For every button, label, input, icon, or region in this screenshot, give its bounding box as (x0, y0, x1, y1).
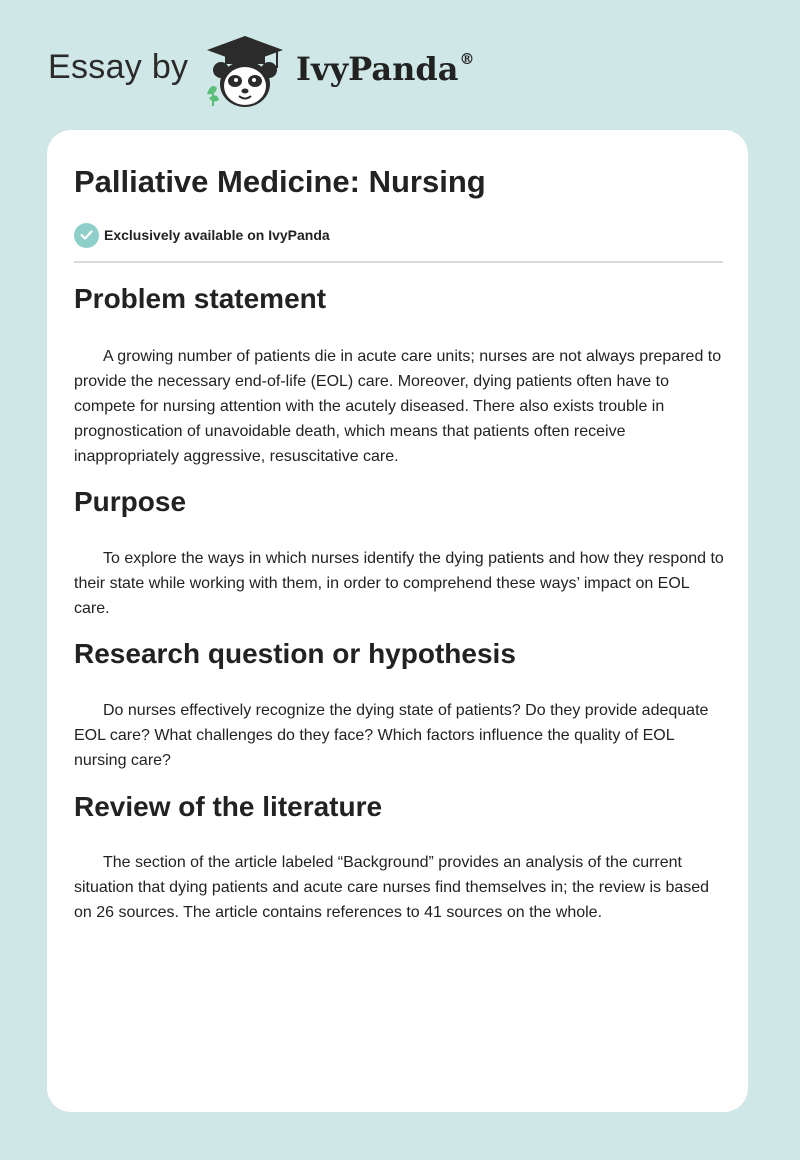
article-card (47, 130, 748, 1112)
panda-graduate-icon[interactable] (203, 34, 287, 110)
registered-mark: ® (459, 50, 475, 69)
section-text-research-question: Do nurses effectively recognize the dying state of patients? Do they provide adequate EOL care? What challenges do they face? Which factors influence the quality of EOL nursing care? (74, 702, 709, 769)
divider (74, 261, 723, 263)
site-header (0, 0, 800, 120)
section-text-purpose: To explore the ways in which nurses identify the dying patients and how they respond to their state while working with them, in order to comprehend these ways’ impact on EOL care. (74, 550, 724, 617)
page-title: Palliative Medicine: Nursing (74, 164, 486, 199)
section-heading-research-question: Research question or hypothesis (74, 638, 516, 669)
exclusive-badge (74, 222, 330, 248)
essay-by-label: Essay by (48, 48, 189, 86)
section-heading-purpose: Purpose (74, 486, 187, 517)
badge-label: Exclusively available on IvyPanda (104, 227, 330, 243)
section-heading-literature-review: Review of the literature (74, 791, 383, 822)
section-text-literature-review: The section of the article labeled “Background” provides an analysis of the current situation that dying patients and acute care nurses find themselves in; the review is based on 26 sources. The article contains references to 41 sources on the whole. (74, 854, 710, 921)
section-text-problem-statement: A growing number of patients die in acute care units; nurses are not always prepared to provide the necessary end-of-life (EOL) care. Moreover, dying patients often have to compete for nursing attention with the acutely diseased. There also exists trouble in prognostication of unavoidable death, which means that patients often receive inappropriately aggressive, resuscitative care. (74, 348, 722, 465)
brand-name[interactable] (296, 50, 474, 88)
check-icon (74, 223, 99, 248)
section-heading-problem-statement: Problem statement (74, 283, 327, 314)
brand-text: IvyPanda (296, 50, 459, 88)
